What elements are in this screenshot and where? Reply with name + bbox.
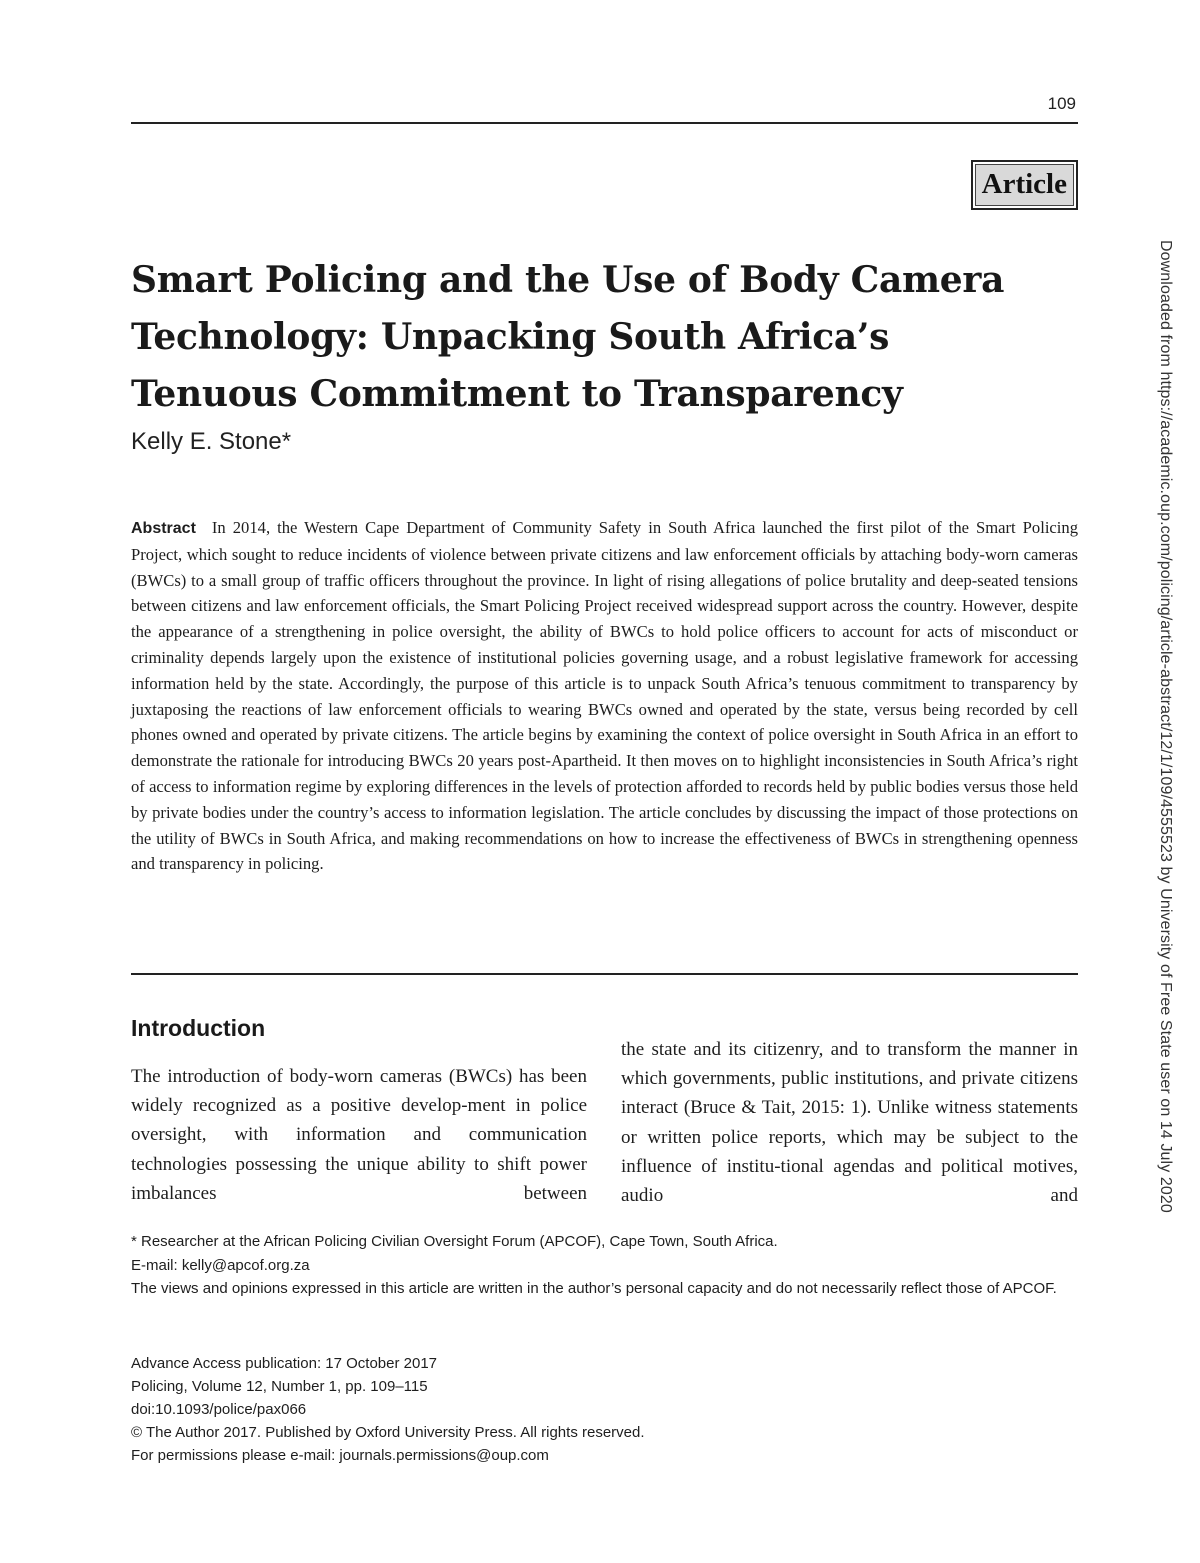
download-watermark: Downloaded from https://academic.oup.com/policing/article-abstract/12/1/109/4555523 by University of Free State user on 14 July 2020 bbox=[1157, 240, 1174, 1213]
footnote-affiliation: * Researcher at the African Policing Civilian Oversight Forum (APCOF), Cape Town, South Africa. bbox=[131, 1233, 778, 1250]
author-name: Kelly E. Stone* bbox=[131, 428, 292, 455]
introduction-heading: Introduction bbox=[131, 1015, 266, 1041]
article-type-badge bbox=[971, 160, 1078, 210]
title-line-2: Technology: Unpacking South Africa’s bbox=[131, 316, 890, 358]
article-type-label: Article bbox=[975, 164, 1074, 206]
advance-access-date: Advance Access publication: 17 October 2017 bbox=[131, 1355, 438, 1372]
journal-citation: Policing, Volume 12, Number 1, pp. 109–115 bbox=[131, 1378, 428, 1395]
footnotes bbox=[131, 1230, 1078, 1301]
footnote-disclaimer: The views and opinions expressed in this article are written in the author’s personal capacity and do not necessarily reflect those of APCOF. bbox=[131, 1280, 1057, 1297]
title-line-1: Smart Policing and the Use of Body Camera bbox=[131, 259, 1005, 301]
doi[interactable]: doi:10.1093/police/pax066 bbox=[131, 1401, 307, 1418]
abstract-text: In 2014, the Western Cape Department of Community Safety in South Africa launched the first pilot of the Smart Policing Project, which sought to reduce incidents of violence between private citizens and law enforcement officials by attaching body-worn cameras (BWCs) to a small group of traffic officers throughout the province. In light of rising allegations of police brutality and deep-seated tensions between citizens and law enforcement officials, the Smart Policing Project received widespread support across the country. However, despite the appearance of a strengthening in police oversight, the ability of BWCs to hold police officers to account for acts of misconduct or criminality depends largely upon the existence of institutional policies governing usage, and a robust legislative framework for accessing information held by the state. Accordingly, the purpose of this article is to unpack South Africa’s tenuous commitment to transparency by juxtaposing the reactions of law enforcement officials to wearing BWCs owned and operated by the state, versus being recorded by cell phones owned and operated by private citizens. The article begins by examining the context of police oversight in South Africa in an effort to demonstrate the rationale for introducing BWCs 20 years post-Apartheid. It then moves on to highlight inconsistencies in South Africa’s right of access to information regime by exploring differences in the levels of protection afforded to records held by public bodies versus those held by private bodies under the country’s access to information legislation. The article concludes by discussing the impact of those protections on the utility of BWCs in South Africa, and making recommendations on how to increase the effectiveness of BWCs in strengthening openness and transparency in policing. bbox=[131, 518, 1078, 874]
page-number: 109 bbox=[1047, 94, 1076, 113]
permissions-notice: For permissions please e-mail: journals.permissions@oup.com bbox=[131, 1447, 549, 1464]
footnote-email[interactable]: E-mail: kelly@apcof.org.za bbox=[131, 1256, 310, 1274]
abstract-rule bbox=[131, 973, 1078, 975]
abstract bbox=[131, 515, 1078, 877]
copyright-notice: © The Author 2017. Published by Oxford University Press. All rights reserved. bbox=[131, 1424, 645, 1441]
header-rule bbox=[131, 122, 1078, 124]
publication-info bbox=[131, 1352, 1078, 1467]
introduction-right-column: the state and its citizenry, and to transform the manner in which governments, public institutions, and private citizens interact (Bruce & Tait, 2015: 1). Unlike witness statements or written police reports, which may be subject to the influence of institu-tional agendas and political motives, audio and bbox=[621, 1039, 1078, 1207]
title-line-3: Tenuous Commitment to Transparency bbox=[131, 373, 903, 415]
abstract-label: Abstract bbox=[131, 520, 196, 537]
article-title bbox=[131, 252, 1091, 423]
introduction-left-column: The introduction of body-worn cameras (BWCs) has been widely recognized as a positive develop-ment in police oversight, with information and communication technologies possessing the unique ability to shift power imbalances between bbox=[131, 1066, 587, 1204]
